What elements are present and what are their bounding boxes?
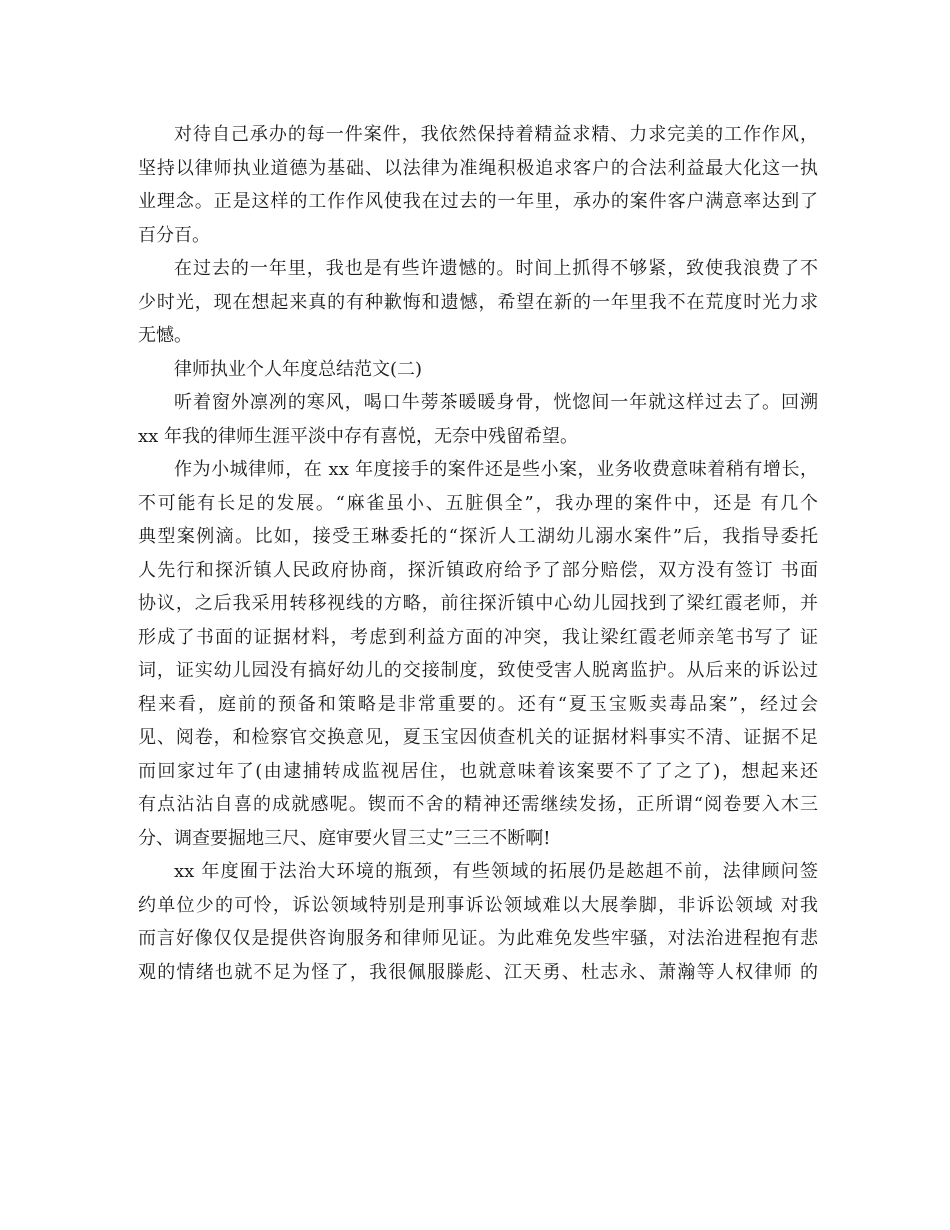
text-line: 见、阅卷，和检察官交换意见，夏玉宝因侦查机关的证据材料事实不清、证据不足 (138, 727, 818, 748)
text-line: 词，证实幼儿园没有搞好幼儿的交接制度，致使受害人脱离监护。从后来的诉讼过 (138, 660, 818, 681)
text-line: 坚持以律师执业道德为基础、以法律为准绳积极追求客户的合法利益最大化这一执 (138, 157, 818, 179)
text-line: 无憾。 (138, 325, 192, 346)
text-line: 而回家过年了(由逮捕转成监视居住，也就意味着该案要不了了之了)，想起来还 (138, 760, 818, 782)
text-line: 听着窗外凛冽的寒风，喝口牛蒡茶暖暖身骨，恍惚间一年就这样过去了。回溯 (174, 392, 818, 413)
text-line: 协议，之后我采用转移视线的方略，前往探沂镇中心幼儿园找到了梁红霞老师，并 (138, 593, 818, 614)
text-line: 作为小城律师，在 xx 年度接手的案件还是些小案，业务收费意味着稍有增长， (174, 459, 818, 480)
text-line: 约单位少的可怜，诉讼领域特别是刑事诉讼领域难以大展拳脚，非诉讼领域 对我 (138, 894, 818, 916)
text-line: 人先行和探沂镇人民政府协商，探沂镇政府给予了部分赔偿，双方没有签订 书面 (138, 559, 818, 581)
text-line: 百分百。 (138, 224, 210, 246)
text-line: 在过去的一年里，我也是有些许遗憾的。时间上抓得不够紧，致使我浪费了不 (174, 258, 818, 279)
text-line: 有点沾沾自喜的成就感呢。锲而不舍的精神还需继续发扬，正所谓“阅卷要入木三 (138, 794, 818, 815)
text-line: 典型案例滴。比如，接受王琳委托的“探沂人工湖幼儿溺水案件”后，我指导委托 (138, 526, 818, 547)
text-line: xx 年我的律师生涯平淡中存有喜悦，无奈中残留希望。 (138, 425, 579, 447)
text-line: 程来看，庭前的预备和策略是非常重要的。还有“夏玉宝贩卖毒品案”，经过会 (138, 693, 818, 715)
text-line: 分、调查要掘地三尺、庭审要火冒三丈”三三不断啊! (138, 827, 551, 849)
section-heading: 律师执业个人年度总结范文(二) (174, 358, 423, 380)
text-line: 不可能有长足的发展。“麻雀虽小、五脏俱全”，我办理的案件中，还是 有几个 (138, 492, 818, 514)
text-line: 业理念。正是这样的工作作风使我在过去的一年里，承办的案件客户满意率达到了 (138, 191, 818, 212)
text-line: 而言好像仅仅是提供咨询服务和律师见证。为此难免发些牢骚，对法治进程抱有悲 (138, 928, 818, 949)
text-line: 形成了书面的证据材料，考虑到利益方面的冲突，我让梁红霞老师亲笔书写了 证 (138, 626, 818, 648)
text-line: 对待自己承办的每一件案件，我依然保持着精益求精、力求完美的工作作风， (174, 124, 818, 145)
text-line: xx 年度囿于法治大环境的瓶颈，有些领域的拓展仍是趑趄不前，法律顾问签 (174, 861, 818, 882)
text-line: 观的情绪也就不足为怪了，我很佩服滕彪、江天勇、杜志永、萧瀚等人权律师 的 (138, 961, 818, 983)
document-body (138, 118, 818, 989)
text-line: 少时光，现在想起来真的有种歉悔和遗憾，希望在新的一年里我不在荒度时光力求 (138, 291, 818, 313)
